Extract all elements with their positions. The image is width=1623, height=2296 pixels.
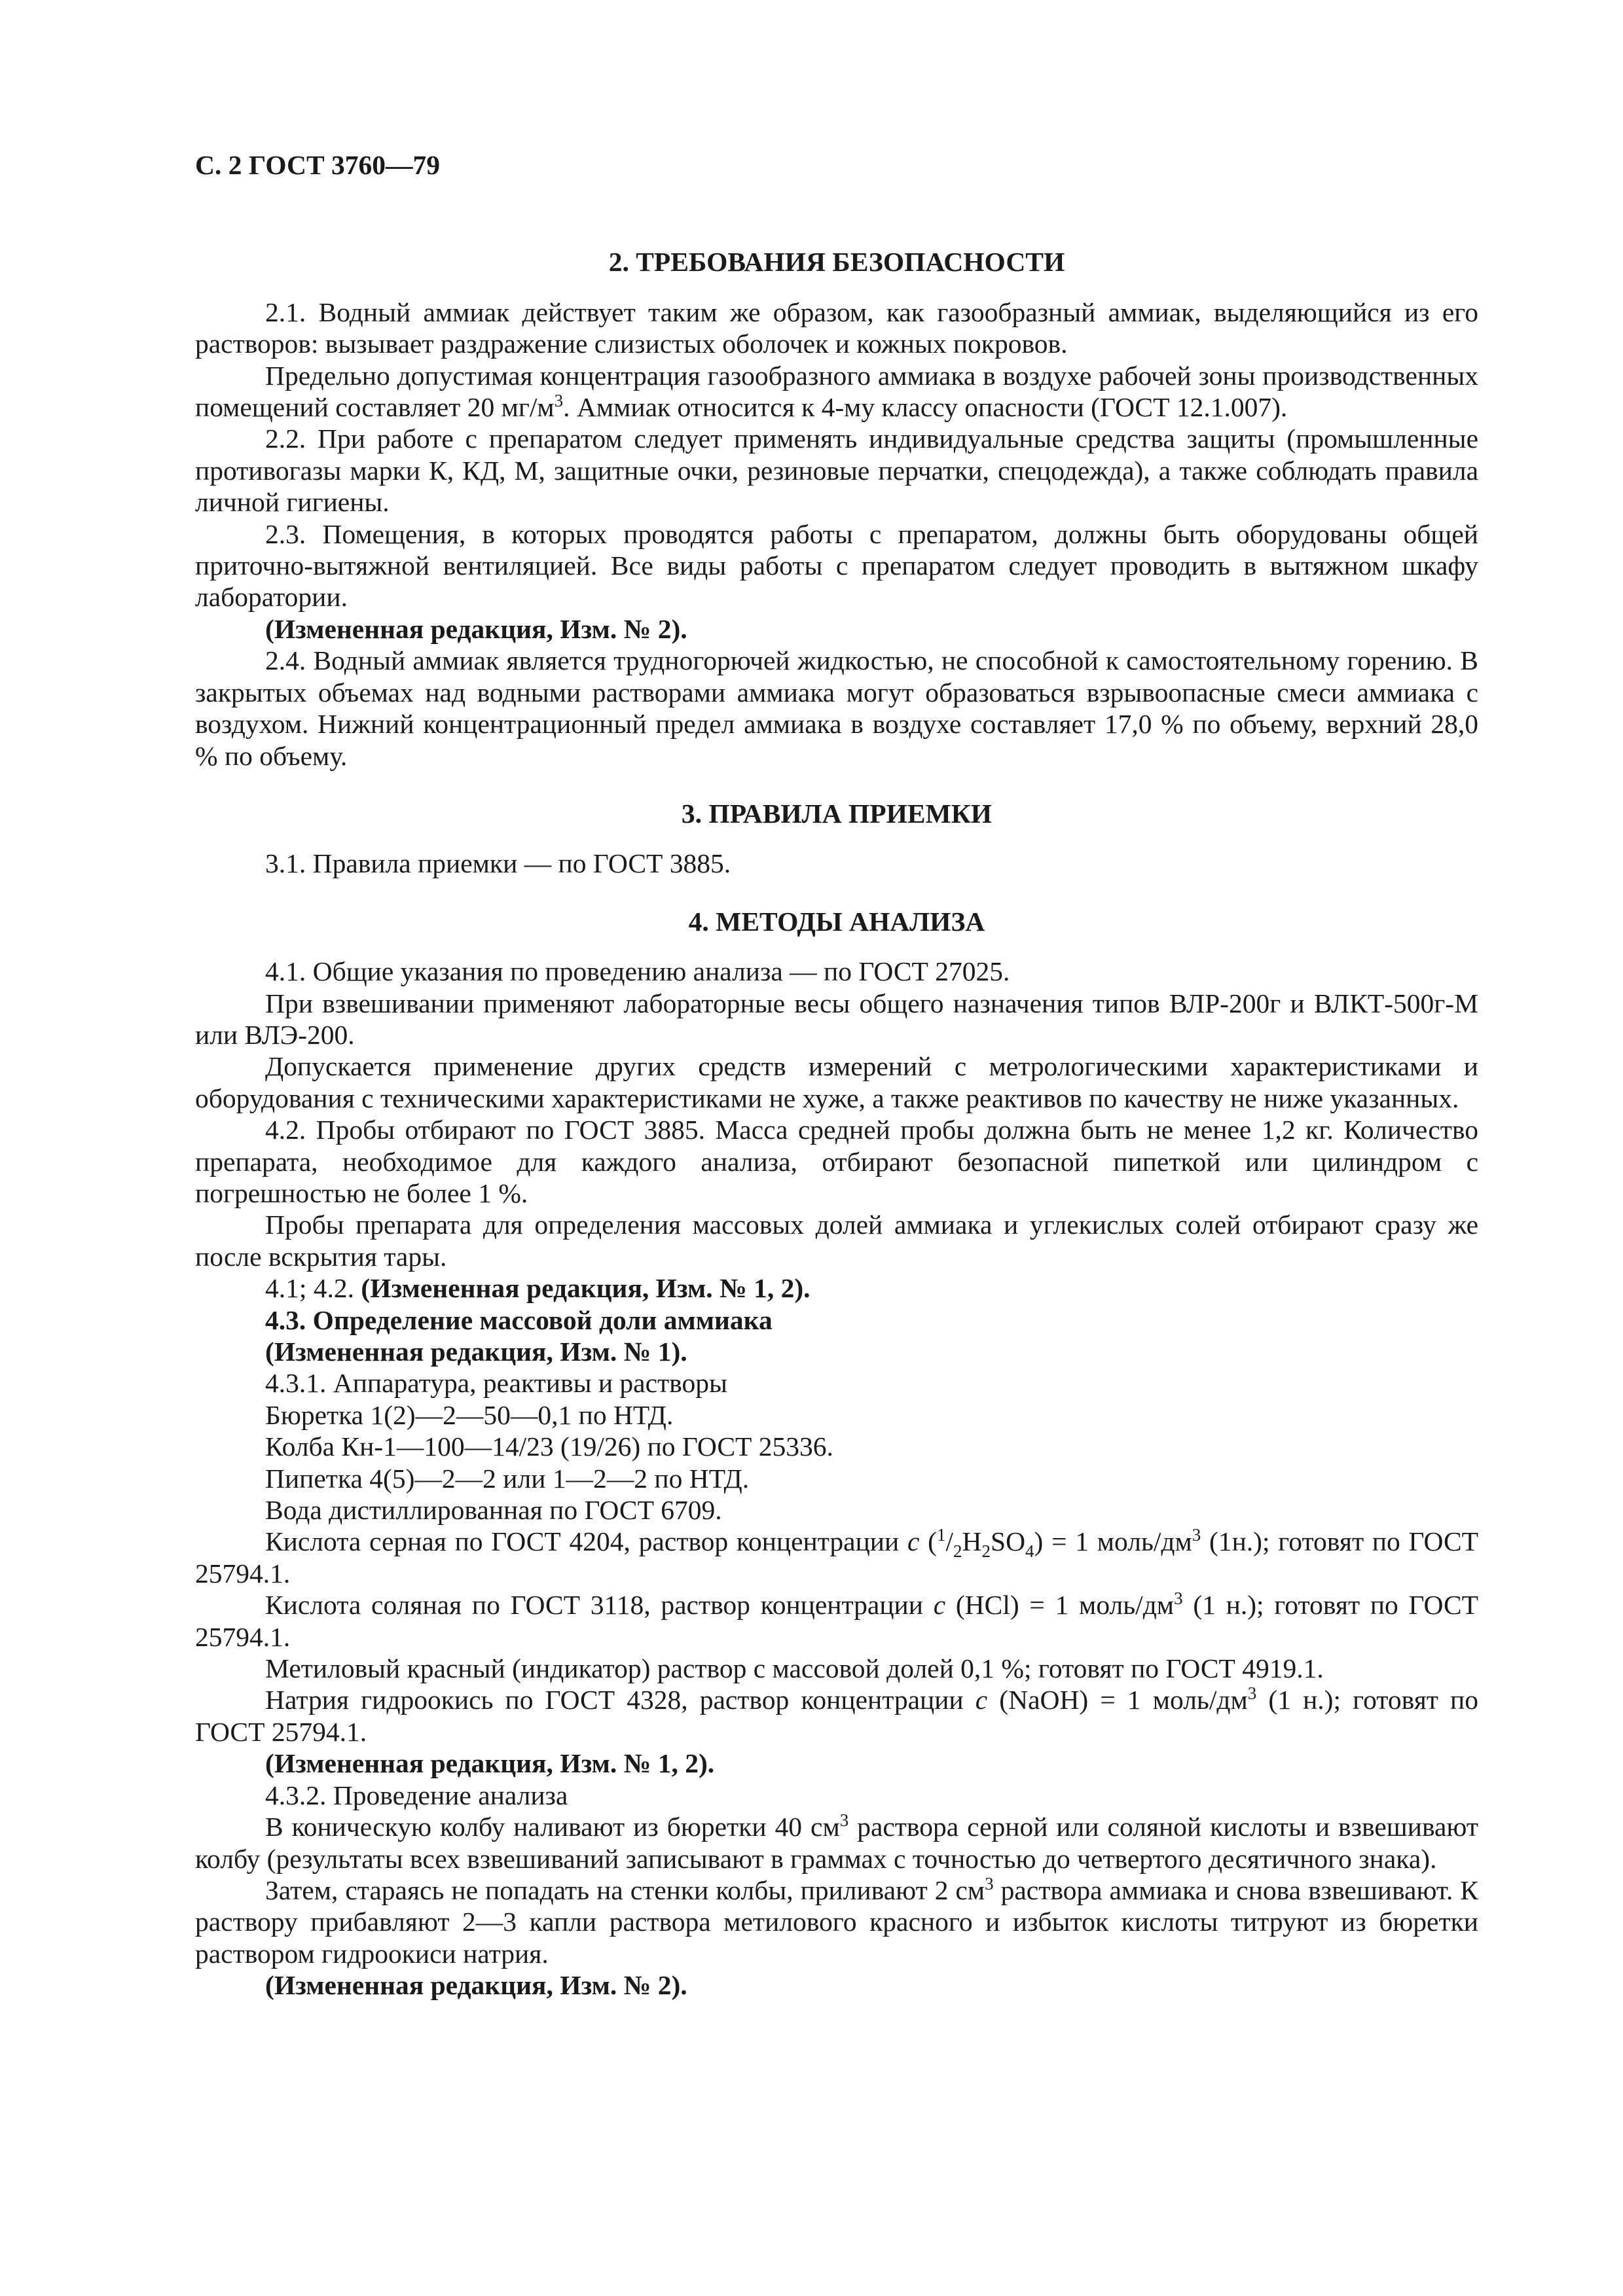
paragraph: При взвешивании применяют лабораторные весы общего назначения типов ВЛР-200г и ВЛКТ-500г-М или ВЛЭ-200. — [195, 988, 1478, 1050]
amendment-note: (Измененная редакция, Изм. № 2). — [265, 1970, 687, 2001]
paragraph: 2.1. Водный аммиак действует таким же образом, как газообразный аммиак, выделяющийся из его растворов: вызывает раздражение слизистых оболочек и кожных покровов. — [195, 296, 1478, 359]
subsection-title: 4.3. Определение массовой доли аммиака — [265, 1304, 773, 1335]
list-item: Вода дистиллированная по ГОСТ 6709. — [265, 1495, 722, 1526]
amendment-note: (Измененная редакция, Изм. № 2). — [265, 613, 687, 644]
paragraph: 2.4. Водный аммиак является трудногорючей жидкостью, не способной к самостоятельному горению. В закрытых объемах над водными растворами аммиака могут образоваться взрывоопасные смеси аммиака с воздухом. Нижний концентрационный предел аммиака в воздухе составляет 17,0 % по объему, верхний 28,0 % по объему. — [195, 645, 1478, 771]
paragraph: Допускается применение других средств измерений с метрологическими характеристиками и оборудования с техническими характеристиками не хуже, а также реактивов по качеству не ниже указанных. — [195, 1051, 1478, 1113]
section-4-title: 4. МЕТОДЫ АНАЛИЗА — [688, 906, 985, 937]
document-page — [195, 149, 1478, 2001]
list-item: Пипетка 4(5)—2—2 или 1—2—2 по НТД. — [265, 1463, 750, 1494]
paragraph: 4.3.2. Проведение анализа — [265, 1780, 568, 1810]
section-3-title: 3. ПРАВИЛА ПРИЕМКИ — [681, 798, 993, 829]
paragraph: Пробы препарата для определения массовых долей аммиака и углекислых солей отбирают сразу же после вскрытия тары. — [195, 1210, 1478, 1272]
list-item: Бюретка 1(2)—2—50—0,1 по НТД. — [265, 1399, 674, 1430]
paragraph: 4.3.1. Аппаратура, реактивы и растворы — [265, 1368, 727, 1399]
paragraph: 2.3. Помещения, в которых проводятся работы с препаратом, должны быть оборудованы общей приточно-вытяжной вентиляцией. Все виды работы с препаратом следует проводить в вытяжном шкафу лаборатории. — [195, 518, 1478, 613]
list-item: Натрия гидроокись по ГОСТ 4328, раствор концентрации с (NaOH) = 1 моль/$дм^3$ (1 н.); готовят по ГОСТ 25794.1. — [195, 1683, 1478, 1747]
paragraph: Предельно допустимая концентрация газообразного аммиака в воздухе рабочей зоны производственных помещений составляет 20 $мг/м^3$. Аммиак относится к 4-му классу опасности (ГОСТ 12.1.007). — [195, 360, 1478, 423]
paragraph: 3.1. Правила приемки — по ГОСТ 3885. — [265, 848, 731, 879]
section-2-title: 2. ТРЕБОВАНИЯ БЕЗОПАСНОСТИ — [608, 247, 1065, 278]
paragraph: Затем, стараясь не попадать на стенки колбы, приливают 2 $см^3$ раствора аммиака и снова взвешивают. К раствору прибавляют 2—3 капли раствора метилового красного и избыток кислоты титруют из бюретки раствором гидроокиси натрия. — [195, 1873, 1478, 1969]
running-head: С. 2 ГОСТ 3760—79 — [195, 150, 441, 180]
list-item: Колба Кн-1—100—14/23 (19/26) по ГОСТ 25336. — [265, 1431, 833, 1462]
list-item: Кислота серная по ГОСТ 4204, раствор концентрации с $(^1/_2H_2SO_4) = 1$ моль/$дм^3$ (1н.); готовят по ГОСТ 25794.1. — [195, 1525, 1479, 1588]
list-item: Метиловый красный (индикатор) раствор с массовой долей 0,1 %; готовят по ГОСТ 4919.1. — [265, 1653, 1324, 1684]
list-item: Кислота соляная по ГОСТ 3118, раствор концентрации с (HCl) = 1 моль/$дм^3$ (1 н.); готовят по ГОСТ 25794.1. — [195, 1588, 1479, 1652]
amendment-note: (Измененная редакция, Изм. № 1). — [265, 1336, 687, 1367]
paragraph: В коническую колбу наливают из бюретки 40 $см^3$ раствора серной или соляной кислоты и взвешивают колбу (результаты всех взвешиваний записывают в граммах с точностью до четвертого десятичного знака). — [195, 1810, 1479, 1874]
paragraph: 4.2. Пробы отбирают по ГОСТ 3885. Масса средней пробы должна быть не менее 1,2 кг. Количество препарата, необходимое для каждого анализа, отбирают безопасной пипеткой или цилиндром с погрешностью не более 1 %. — [195, 1115, 1478, 1208]
paragraph: 4.1. Общие указания по проведению анализа — по ГОСТ 27025. — [265, 956, 1010, 987]
paragraph: 4.1; 4.2. (Измененная редакция, Изм. № 1, 2). — [265, 1273, 811, 1304]
amendment-note: (Измененная редакция, Изм. № 1, 2). — [265, 1748, 715, 1779]
paragraph: 2.2. При работе с препаратом следует применять индивидуальные средства защиты (промышленные противогазы марки К, КД, М, защитные очки, резиновые перчатки, спецодежда), а также соблюдать правила личной гигиены. — [195, 423, 1478, 518]
